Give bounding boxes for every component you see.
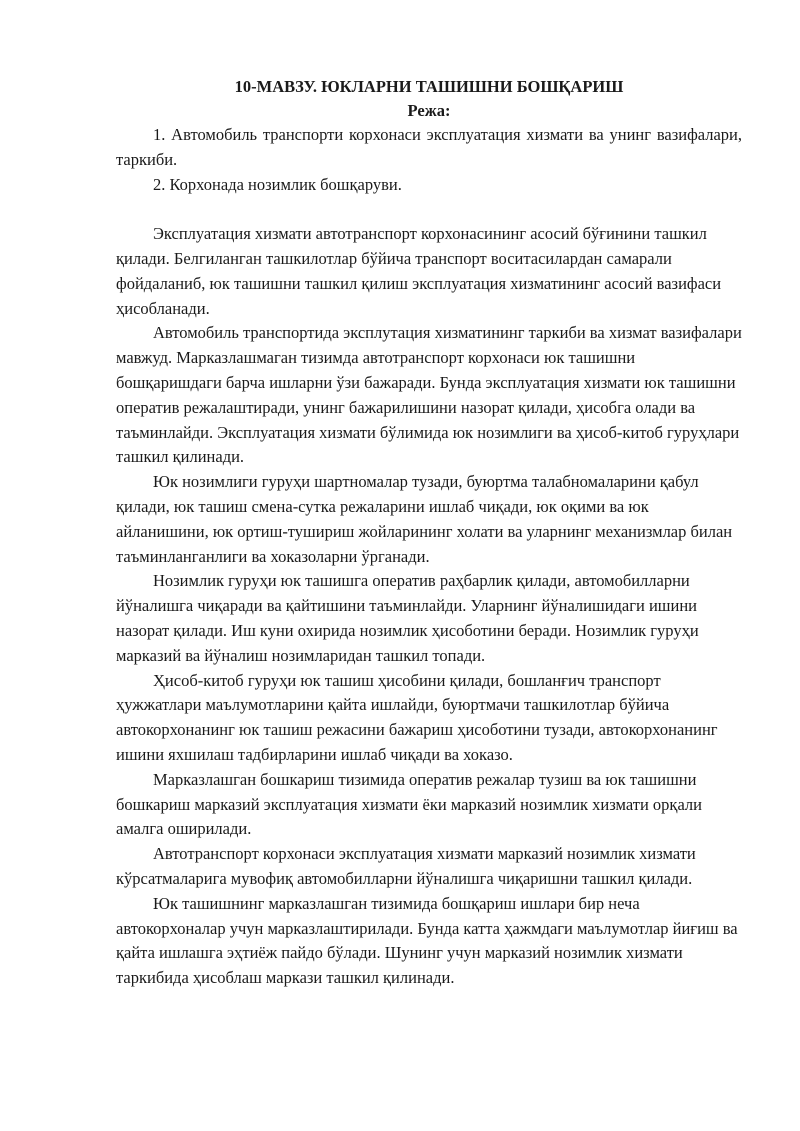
paragraph-4: Нозимлик гуруҳи юк ташишга оператив раҳбарлик қилади, автомобилларни йўналишга чиқаради ва қайтишини таъминлайди. Уларнинг йўналишидаги ишини назорат қилади. Иш куни охирида нозимлик ҳисоботини беради. Нозимлик гуруҳи марказий ва йўналиш нозимларидан ташкил топади. [116,571,699,665]
plan-item-1: 1. Автомобиль транспорти корхонаси эксплуатация хизмати ва унинг вазифалари, таркиби. [116,125,742,169]
paragraph-2: Автомобиль транспортида эксплутация хизматининг таркиби ва хизмат вазифалари мавжуд. Марказлашмаган тизимда автотранспорт корхонаси юк ташишни бошқаришдаги барча ишларни ўзи бажаради. Бунда эксплуатация хизмати юк ташишни оператив режалаштиради, унинг бажарилишини назорат қилади, ҳисобга олади ва таъминлайди. Эксплуатация хизмати бўлимида юк нозимлиги ва ҳисоб-китоб гуруҳлари ташкил қилинади. [116,323,742,467]
document-page [116,75,742,991]
paragraph-7: Автотранспорт корхонаси эксплуатация хизмати марказий нозимлик хизмати кўрсатмаларига мувофиқ автомобилларни йўналишга чиқаришни ташкил қилади. [116,844,696,888]
paragraph-3: Юк нозимлиги гуруҳи шартномалар тузади, буюртма талабномаларини қабул қилади, юк ташиш смена-сутка режаларини ишлаб чиқади, юк оқими ва юк айланишини, юк ортиш-тушириш жойларининг холати ва уларнинг механизмлар билан таъминланганлиги ва хоказоларни ўрганади. [116,472,733,566]
plan-item-2: 2. Корхонада нозимлик бошқаруви. [153,174,402,194]
paragraph-1: Эксплуатация хизмати автотранспорт корхонасининг асосий бўғинини ташкил қилади. Белгиланган ташкилотлар бўйича транспорт воситасилардан самарали фойдаланиб, юк ташишни ташкил қилиш эксплуатация хизматининг асосий вазифаси ҳисобланади. [116,224,722,318]
spacer [116,197,742,222]
plan-heading: Режа: [407,101,451,120]
paragraph-6: Марказлашган бошкариш тизимида оператив режалар тузиш ва юк ташишни бошкариш марказий эксплуатация хизмати ёки марказий нозимлик хизмати орқали амалга оширилади. [116,769,702,839]
paragraph-8: Юк ташишнинг марказлашган тизимида бошқариш ишлари бир неча автокорхоналар учун марказлаштирилади. Бунда катта ҳажмдаги маълумотлар йиғиш ва қайта ишлашга эҳтиёж пайдо бўлади. Шунинг учун марказий нозимлик хизмати таркибида ҳисоблаш маркази ташкил қилинади. [116,893,738,988]
paragraph-5: Ҳисоб-китоб гуруҳи юк ташиш ҳисобини қилади, бошланғич транспорт ҳужжатлари маълумотларини қайта ишлайди, буюртмачи ташкилотлар бўйича автокорхонанинг юк ташиш режасини бажариш ҳисоботини тузади, автокорхонанинг ишини яхшилаш тадбирларини ишлаб чиқади ва хоказо. [116,670,718,764]
document-title: 10-МАВЗУ. ЮКЛАРНИ ТАШИШНИ БОШҚАРИШ [234,77,624,96]
